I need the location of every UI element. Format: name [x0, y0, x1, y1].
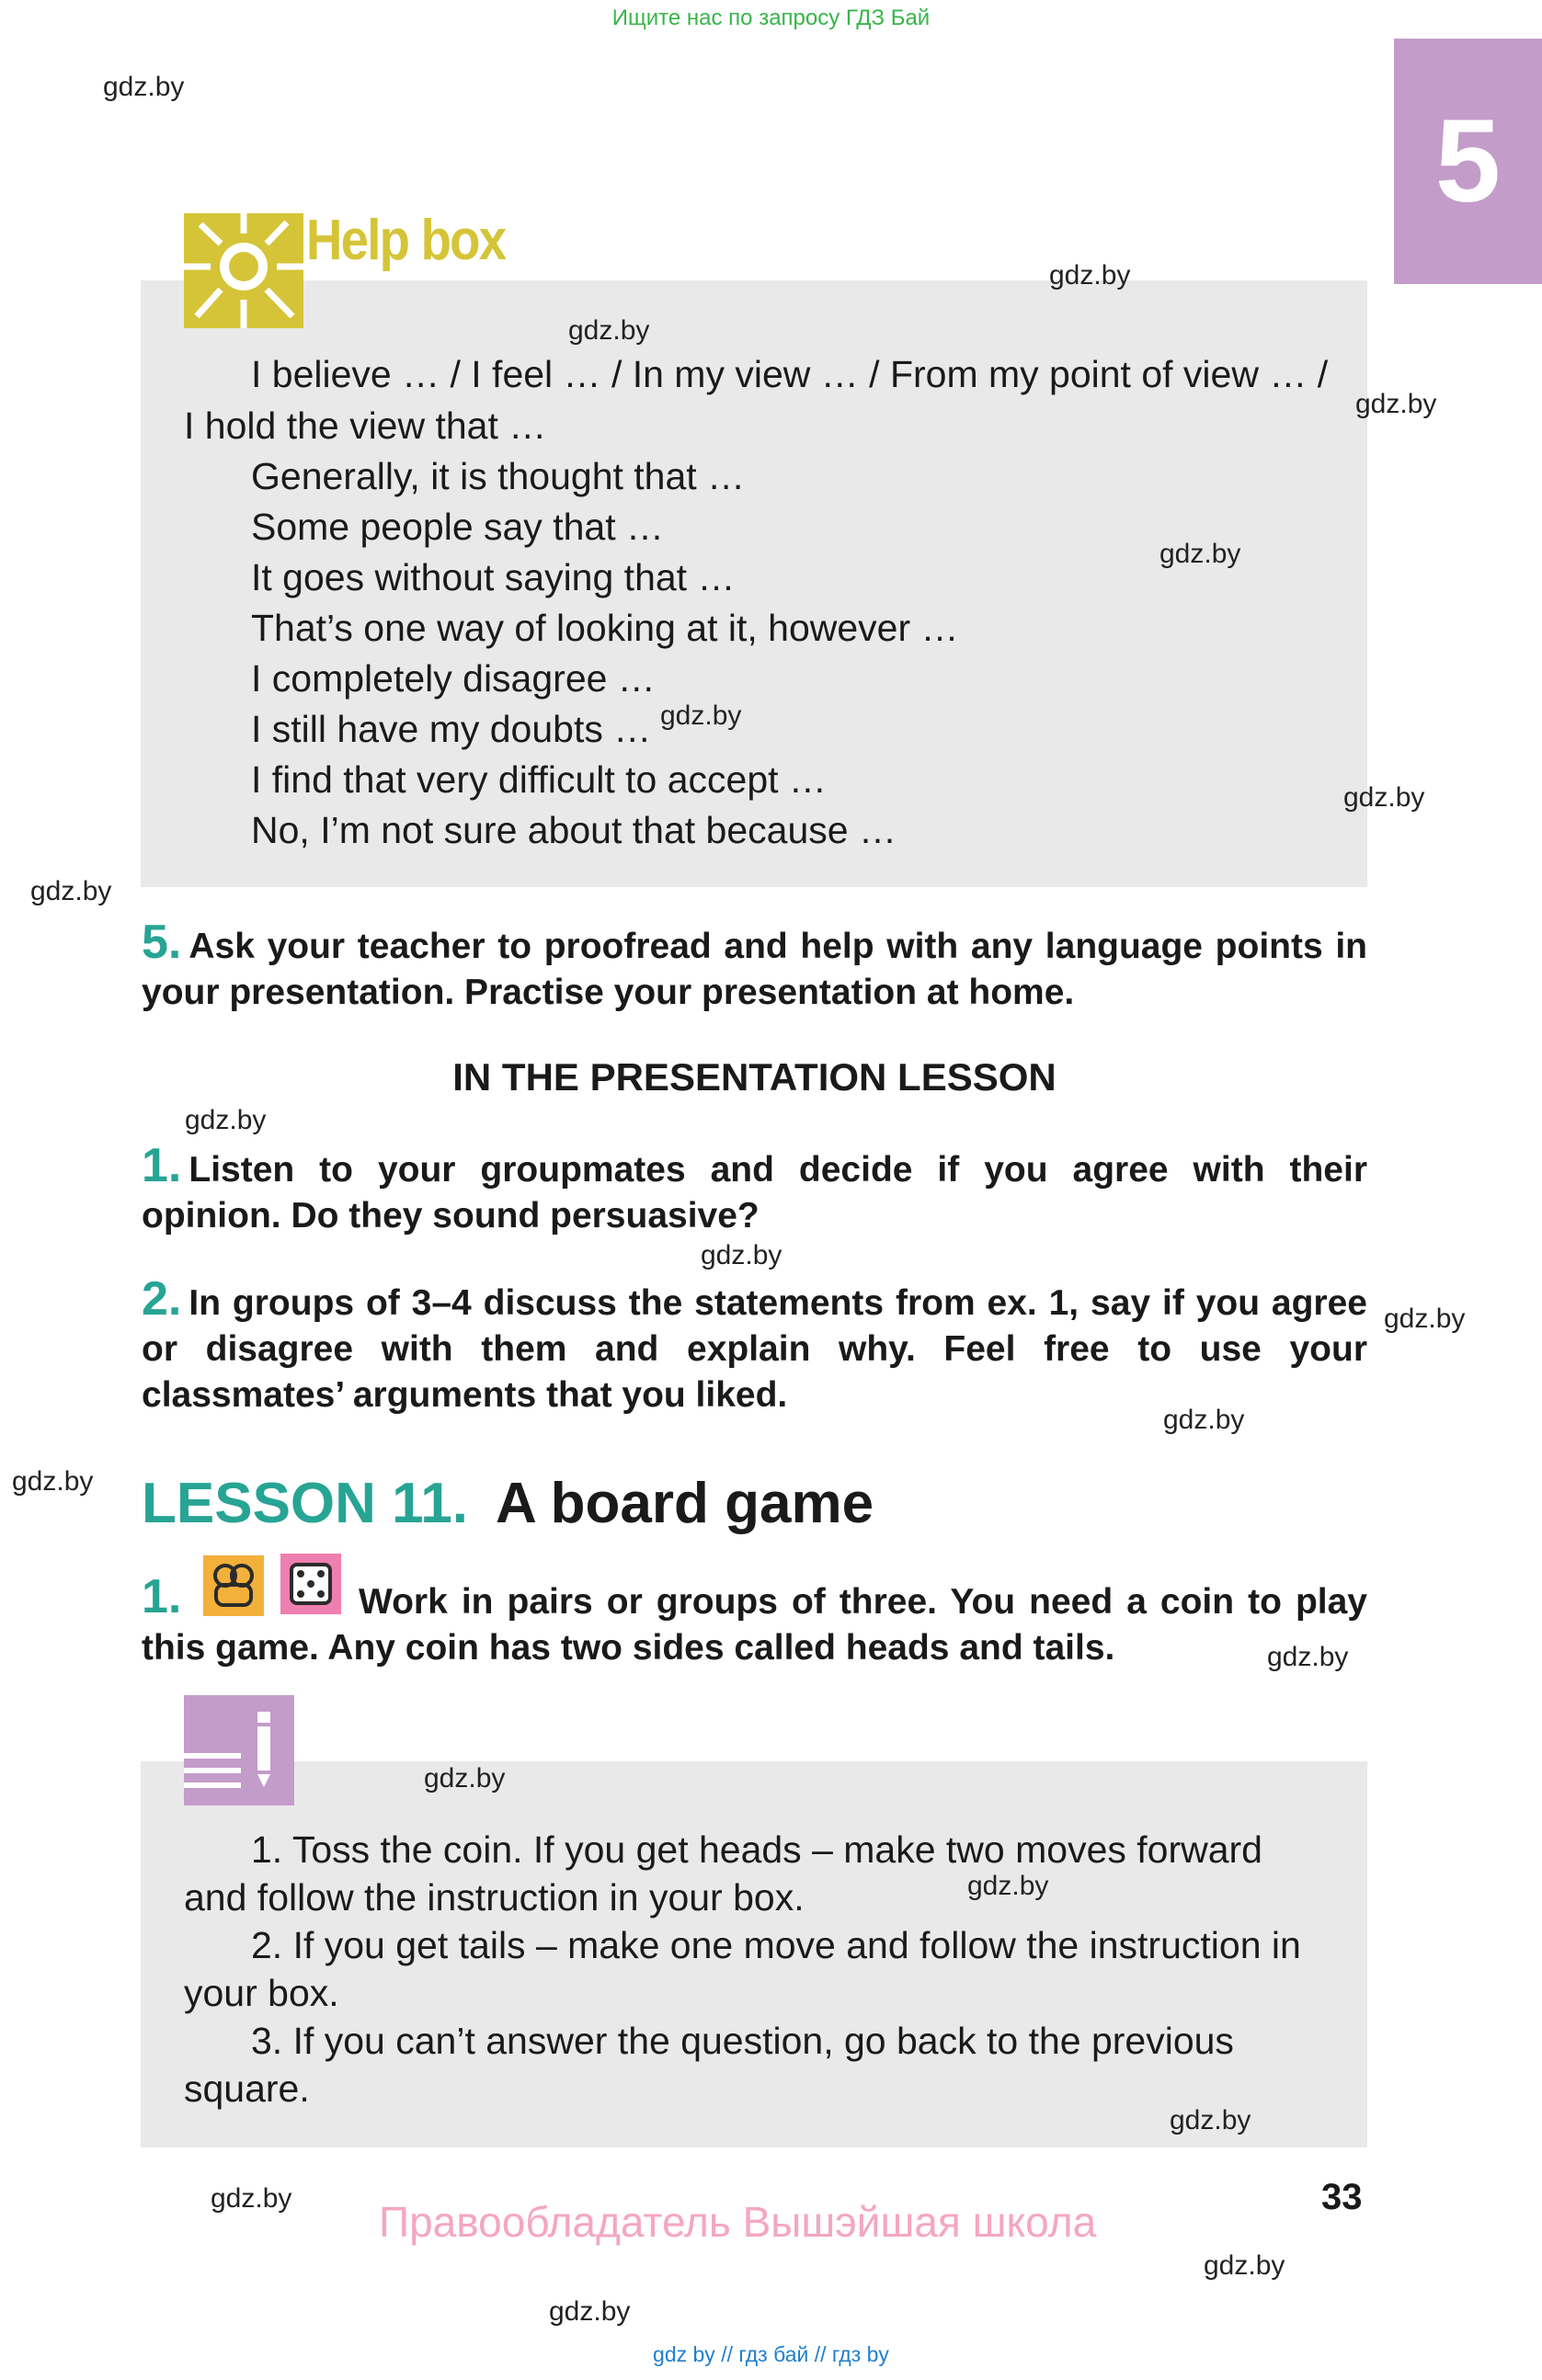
help-line: No, I’m not sure about that because … [251, 809, 897, 851]
watermark: gdz.by [30, 876, 112, 906]
help-box-title: Help box [306, 209, 506, 272]
lesson11-task-1 [142, 1570, 1367, 1671]
help-line: Generally, it is thought that … [251, 455, 746, 497]
notepad-pencil-icon [184, 1695, 294, 1805]
watermark: gdz.by [424, 1763, 506, 1794]
watermark: gdz.by [1267, 1642, 1349, 1672]
task-number: 2. [142, 1272, 182, 1326]
top-banner: Ищите нас по запросу ГДЗ Бай [611, 6, 931, 30]
watermark: gdz.by [211, 2183, 292, 2214]
task-number: 1. [142, 1570, 182, 1623]
lesson-number: LESSON 11. [142, 1472, 468, 1535]
watermark: gdz.by [701, 1240, 782, 1270]
section-heading: IN THE PRESENTATION LESSON [452, 1055, 1057, 1099]
watermark: gdz.by [1343, 782, 1425, 813]
watermark: gdz.by [568, 315, 650, 346]
watermark: gdz.by [1163, 1405, 1245, 1435]
bottom-banner: gdz by // гдз бай // гдз by [653, 2342, 889, 2366]
help-line: I find that very difficult to accept … [251, 758, 827, 801]
watermark: gdz.by [1159, 539, 1241, 569]
task-number: 5. [142, 916, 182, 969]
rule-text: 2. If you get tails – make one move and follow the instruction in your box. [184, 1924, 1301, 2014]
task-text: Ask your teacher to proofread and help with any language points in your presentation. Practise your presentation at home. [142, 927, 1367, 1012]
copyright-owner: Правообладатель Вышэйшая школа [379, 2198, 1097, 2246]
help-line: That’s one way of looking at it, however … [251, 607, 959, 649]
help-line: I completely disagree … [251, 657, 656, 700]
chapter-tab: 5 [1394, 39, 1542, 284]
task-text: Work in pairs or groups of three. You need a coin to play this game. Any coin has two sides called heads and tails. [142, 1582, 1367, 1668]
watermark: gdz.by [660, 700, 742, 731]
rule-1 [184, 1826, 1333, 1921]
presentation-task-1 [142, 1139, 1367, 1239]
help-line: I still have my doubts … [251, 708, 652, 750]
help-line: I hold the view that … [184, 404, 547, 447]
help-line: Some people say that … [251, 506, 664, 548]
watermark: gdz.by [1355, 389, 1437, 419]
task-text: In groups of 3–4 discuss the statements from ex. 1, say if you agree or disagree with them and explain why. Feel free to use your classmates’ arguments that you liked. [142, 1283, 1367, 1415]
lesson-heading [142, 1471, 874, 1536]
help-line: I believe … / I feel … / In my view … / From my point of view … / [251, 353, 1329, 395]
sun-icon [184, 213, 303, 328]
watermark: gdz.by [1204, 2250, 1285, 2281]
watermark: gdz.by [549, 2296, 631, 2327]
watermark: gdz.by [967, 1871, 1049, 1901]
watermark: gdz.by [1170, 2105, 1251, 2135]
presentation-task-2 [142, 1272, 1367, 1418]
help-line: It goes without saying that … [251, 556, 736, 598]
task-text: Listen to your groupmates and decide if you agree with their opinion. Do they sound persuasive? [142, 1150, 1367, 1236]
watermark: gdz.by [185, 1105, 267, 1135]
watermark: gdz.by [1384, 1304, 1466, 1334]
lesson-title: A board game [495, 1472, 874, 1535]
watermark: gdz.by [1049, 260, 1131, 290]
rule-2 [184, 1921, 1333, 2017]
rule-3 [184, 2017, 1333, 2112]
watermark: gdz.by [103, 72, 185, 102]
rule-text: 3. If you can’t answer the question, go back to the previous square. [184, 2020, 1234, 2110]
watermark: gdz.by [12, 1466, 94, 1497]
task-number: 1. [142, 1139, 182, 1192]
page-number: 33 [1321, 2177, 1363, 2217]
rule-text: 1. Toss the coin. If you get heads – make two moves forward and follow the instruction in your box. [184, 1828, 1262, 1919]
task-5 [142, 916, 1367, 1016]
